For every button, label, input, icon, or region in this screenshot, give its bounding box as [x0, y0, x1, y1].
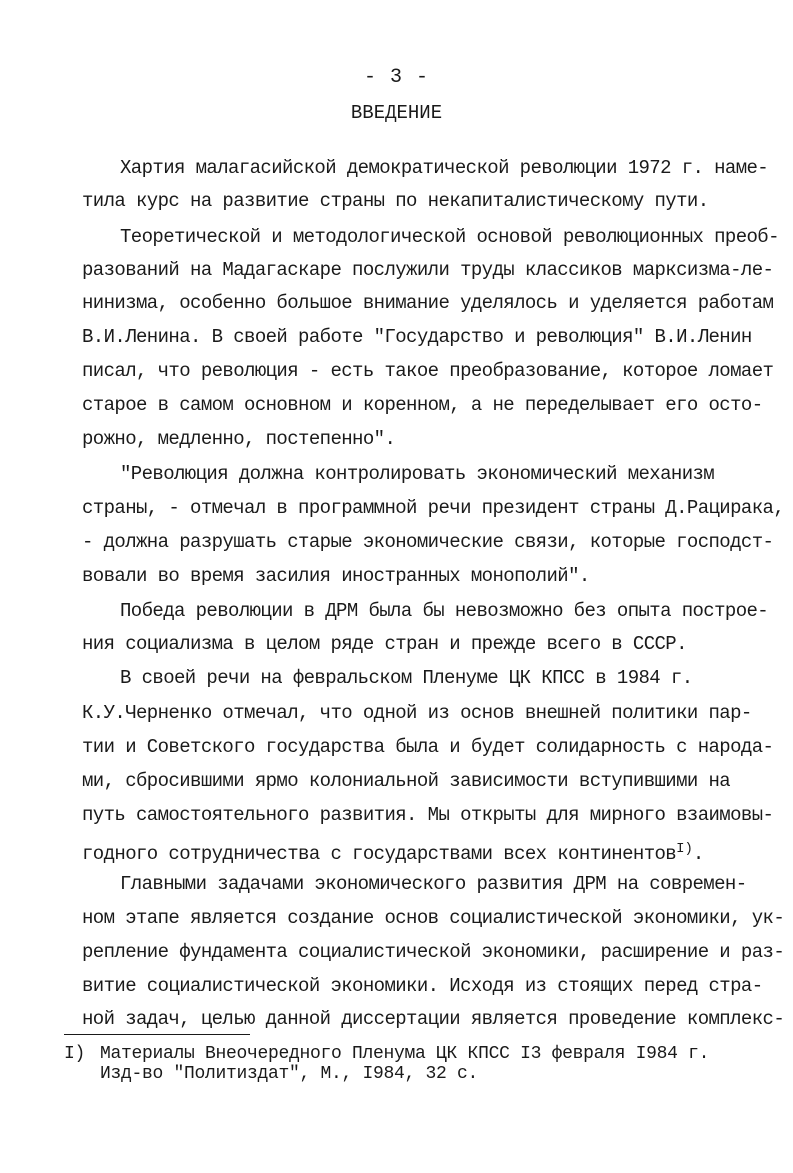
text-line: Хартия малагасийской демократической революции 1972 г. наме-: [120, 157, 769, 179]
text-line: витие социалистической экономики. Исходя из стоящих перед стра-: [82, 975, 763, 997]
footnote-marker: I): [64, 1044, 86, 1064]
sentence-end: .: [692, 843, 704, 865]
text-line: годного сотрудничества с государствами всех континентов: [82, 843, 677, 865]
text-line: ной задач, целью данной диссертации является проведение комплекс-: [82, 1008, 785, 1030]
text-line: нинизма, особенно большое внимание уделялось и уделяется работам: [82, 292, 774, 314]
footnote-divider: [64, 1034, 250, 1035]
text-line: писал, что революция - есть такое преобразование, которое ломает: [82, 360, 774, 382]
text-line: Главными задачами экономического развития ДРМ на современ-: [120, 873, 747, 895]
text-line: рожно, медленно, постепенно".: [82, 428, 396, 450]
footnote-text-line: Материалы Внеочередного Пленума ЦК КПСС I3 февраля I984 г.: [100, 1044, 710, 1064]
text-line: К.У.Черненко отмечал, что одной из основ внешней политики пар-: [82, 702, 752, 724]
page-number: - 3 -: [363, 66, 429, 89]
text-line: тила курс на развитие страны по некапиталистическому пути.: [82, 190, 709, 212]
text-line: "Революция должна контролировать экономический механизм: [120, 463, 715, 485]
text-line: страны, - отмечал в программной речи президент страны Д.Рацирака,: [82, 497, 785, 519]
text-line: В.И.Ленина. В своей работе "Государство и революция" В.И.Ленин: [82, 326, 752, 348]
text-line: ми, сбросившими ярмо колониальной зависимости вступившими на: [82, 770, 731, 792]
text-line: Победа революции в ДРМ была бы невозможно без опыта построе-: [120, 600, 769, 622]
text-line: В своей речи на февральском Пленуме ЦК КПСС в 1984 г.: [120, 667, 693, 689]
section-heading: ВВЕДЕНИЕ: [350, 102, 443, 124]
text-line: репление фундамента социалистической экономики, расширение и раз-: [82, 941, 785, 963]
text-line: ном этапе является создание основ социалистической экономики, ук-: [82, 907, 785, 929]
footnote-text-line: Изд-во "Политиздат", М., I984, 32 с.: [100, 1064, 479, 1084]
footnote-reference: I): [676, 841, 693, 857]
text-line: путь самостоятельного развития. Мы открыты для мирного взаимовы-: [82, 804, 774, 826]
text-line: старое в самом основном и коренном, а не переделывает его осто-: [82, 394, 763, 416]
text-line: вовали во время засилия иностранных монополий".: [82, 565, 590, 587]
text-line: тии и Советского государства была и будет солидарность с народа-: [82, 736, 774, 758]
text-line: - должна разрушать старые экономические связи, которые господст-: [82, 531, 774, 553]
text-line-with-footnote: [82, 838, 704, 865]
text-line: Теоретической и методологической основой революционных преоб-: [120, 226, 779, 248]
text-line: ния социализма в целом ряде стран и прежде всего в СССР.: [82, 633, 687, 655]
text-line: разований на Мадагаскаре послужили труды классиков марксизма-ле-: [82, 259, 774, 281]
